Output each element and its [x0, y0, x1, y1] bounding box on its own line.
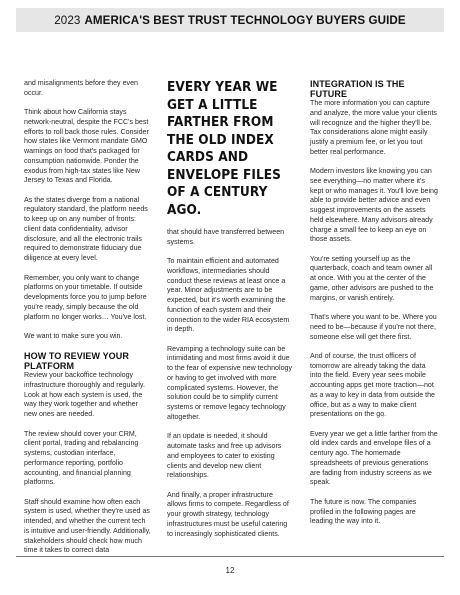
paragraph: And of course, the trust officers of tomorrow are already taking the data into the field. Every year sees mobile accounting apps get more traction—not as a way to key in data from outside the office, but as a way to make client presentations on the go.	[310, 351, 435, 419]
header-year: 2023	[54, 13, 81, 27]
paragraph: As the states diverge from a national regulatory standard, the platform needs to keep up on any number of fronts: client data confidentiality, advisor disclosure, and all the electronic trails required to demonstrate fiduciary due diligence at every level.	[24, 195, 148, 263]
section-heading-review-platform: HOW TO REVIEW YOUR PLATFORM	[24, 351, 129, 372]
pull-quote: EVERY YEAR WE GET A LITTLE FARTHER FROM THE OLD INDEX CARDS AND ENVELOPE FILES OF A CENTURY AGO.	[167, 80, 281, 218]
paragraph: and misalignments before they even occur.	[24, 79, 138, 97]
column-2	[167, 79, 294, 549]
paragraph: Remember, you only want to change platforms on your timetable. If outside developments force you to jump before you're ready, simply because the old platform no longer works… You've lost.	[24, 273, 147, 321]
column-1	[24, 79, 152, 566]
paragraph: To maintain efficient and automated workflows, intermediaries should conduct these reviews at least once a year. Minor adjustments are to be expected, but it's worth examining the function of each system and their connection to the wider RIA ecosystem in depth.	[167, 257, 290, 334]
paragraph: Review your backoffice technology infrastructure thoroughly and regularly. Look at how each system is used, the way they work together and whether new ones are needed.	[24, 371, 145, 419]
paragraph: Revamping a technology suite can be intimidating and most firms avoid it due to the fear of expensive new technology or having to get involved with more complicated systems. However, the solution could be to simplify current systems or remove legacy technology altogether.	[167, 344, 293, 421]
paragraph: The future is now. The companies profiled in the following pages are leading the way into it.	[310, 497, 417, 526]
paragraph: The more information you can capture and analyze, the more value your clients will recognize and the higher they'll be. Tax considerations alone might easily justify a premium fee, or let you tout better real performance.	[310, 99, 437, 156]
paragraph: Every year we get a little farther from the old index cards and envelope files of a century ago. The homemade spreadsheets of previous generations are fading from industry screens as we speak.	[310, 429, 438, 487]
paragraph: You're setting yourself up as the quarterback, coach and team owner all at once. With you at the center of the game, other advisors are pushed to the margins, or vanish entirely.	[310, 254, 434, 302]
paragraph: Modern investors like knowing you can see everything—no matter where it's kept or who manages it. You'll love being able to provide better advice and even suggest improvements on the assets held elsewhere. Many advisors already charge a small fee to keep an eye on those assets.	[310, 167, 438, 244]
page-number: 12	[225, 566, 235, 575]
footer-divider	[16, 556, 444, 557]
paragraph: If an update is needed, it should automate tasks and free up advisors and employees to cater to existing clients and develop new client relationships.	[167, 432, 282, 480]
header-title: AMERICA'S BEST TRUST TECHNOLOGY BUYERS GUIDE	[84, 13, 406, 27]
column-3	[310, 79, 438, 537]
paragraph: And finally, a proper infrastructure allows firms to compete. Regardless of your growth strategy, technology infrastructures must be useful catering to increasingly sophisticated clients.	[167, 490, 289, 538]
running-header	[16, 8, 444, 32]
paragraph: Think about how California stays network-neutral, despite the FCC's best efforts to roll back those rules. Consider how states like Vermont mandate GMO warnings on food that's packaged for consumption nationwide. Ponder the exodus from high-tax states like New Jersey to Texas and Florida.	[24, 108, 149, 185]
section-heading-integration: INTEGRATION IS THE FUTURE	[310, 79, 405, 99]
paragraph: that should have transferred between systems.	[167, 228, 285, 246]
paragraph: That's where you want to be. Where you need to be—because if you're not there, someone else will get there first.	[310, 313, 437, 341]
paragraph: Staff should examine how often each system is used, whether they're used as intended, and whether the current tech is intuitive and user-friendly. Additionally, stakeholders should check how much time it takes to correct data	[24, 497, 151, 555]
paragraph: We want to make sure you win.	[24, 331, 123, 340]
paragraph: The review should cover your CRM, client portal, trading and rebalancing systems, custodian interface, performance reporting, portfolio accounting, and financial planning platforms.	[24, 429, 139, 487]
